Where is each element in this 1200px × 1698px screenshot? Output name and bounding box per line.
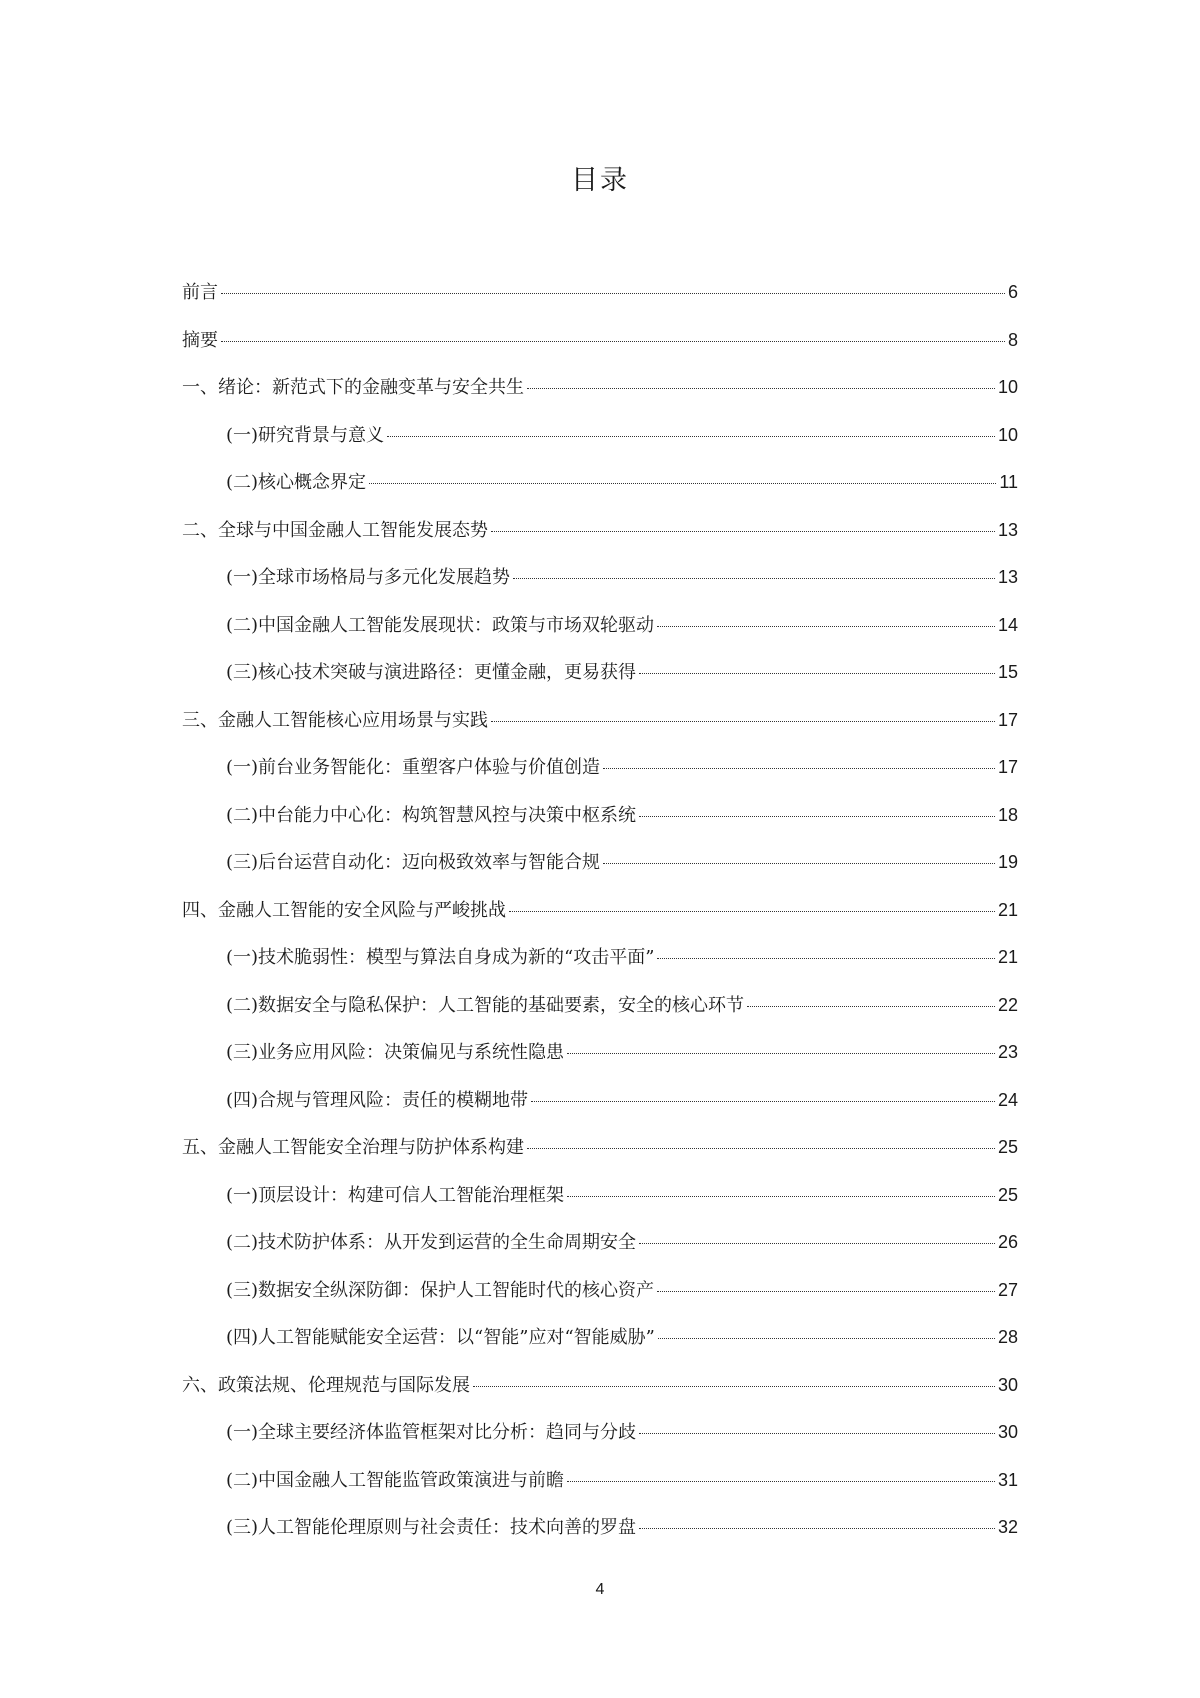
dot-leader — [639, 1243, 995, 1244]
dot-leader — [473, 1386, 995, 1387]
toc-entry[interactable] — [182, 470, 1018, 518]
dot-leader — [527, 388, 995, 389]
toc-entry[interactable] — [182, 1278, 1018, 1326]
toc-entry[interactable] — [182, 375, 1018, 423]
toc-entry-label: (三)核心技术突破与演进路径：更懂金融，更易获得 — [226, 662, 637, 683]
toc-entry[interactable] — [182, 613, 1018, 661]
dot-leader — [387, 436, 995, 437]
dot-leader — [221, 341, 1005, 342]
toc-entry-label: (三)数据安全纵深防御：保护人工智能时代的核心资产 — [226, 1279, 655, 1301]
toc-entry-page: 25 — [997, 1137, 1018, 1157]
toc-entry-label: (一)技术脆弱性：模型与算法自身成为新的“攻击平面” — [226, 947, 655, 968]
toc-entry-label: 五、金融人工智能安全治理与防护体系构建 — [182, 1137, 524, 1158]
toc-entry[interactable] — [182, 1040, 1018, 1088]
toc-entry-page: 31 — [997, 1469, 1018, 1490]
dot-leader — [747, 1006, 995, 1007]
toc-entry-page: 17 — [997, 709, 1018, 730]
toc-entry-page: 30 — [997, 1374, 1018, 1395]
toc-entry-label: 摘要 — [182, 329, 218, 351]
toc-entry-label: (一)全球主要经济体监管框架对比分析：趋同与分歧 — [226, 1422, 637, 1443]
toc-entry[interactable] — [182, 1325, 1018, 1373]
toc-entry-page: 21 — [997, 899, 1018, 920]
toc-entry-label: (一)前台业务智能化：重塑客户体验与价值创造 — [226, 757, 601, 778]
dot-leader — [221, 293, 1005, 294]
toc-entry-page: 14 — [997, 614, 1018, 635]
dot-leader — [527, 1148, 995, 1149]
toc-entry-label: 三、金融人工智能核心应用场景与实践 — [182, 709, 488, 731]
toc-entry-label: (三)后台运营自动化：迈向极致效率与智能合规 — [226, 852, 601, 873]
toc-entry-page: 17 — [997, 757, 1018, 777]
dot-leader — [491, 531, 995, 532]
toc-entry[interactable] — [182, 565, 1018, 613]
toc-entry-page: 27 — [997, 1279, 1018, 1300]
toc-entry[interactable] — [182, 708, 1018, 756]
toc-entry[interactable] — [182, 1230, 1018, 1278]
toc-entry-page: 6 — [1007, 282, 1018, 302]
dot-leader — [369, 483, 996, 484]
toc-entry-label: (一)全球市场格局与多元化发展趋势 — [226, 567, 511, 588]
dot-leader — [513, 578, 995, 579]
toc-entry-page: 25 — [997, 1184, 1018, 1205]
toc-entry-label: (三)人工智能伦理原则与社会责任：技术向善的罗盘 — [226, 1517, 637, 1538]
page-number: 4 — [595, 1581, 605, 1598]
toc-entry-page: 10 — [997, 424, 1018, 445]
toc-entry[interactable] — [182, 1135, 1018, 1183]
toc-entry[interactable] — [182, 850, 1018, 898]
toc-entry[interactable] — [182, 993, 1018, 1041]
toc-entry[interactable] — [182, 945, 1018, 993]
toc-entry-label: (一)研究背景与意义 — [226, 424, 385, 446]
toc-entry-page: 26 — [997, 1232, 1018, 1252]
dot-leader — [531, 1101, 995, 1102]
dot-leader — [639, 1528, 995, 1529]
toc-entry-page: 30 — [997, 1422, 1018, 1442]
toc-entry[interactable] — [182, 423, 1018, 471]
toc-entry[interactable] — [182, 803, 1018, 851]
toc-entry[interactable] — [182, 898, 1018, 946]
toc-entry-label: (二)技术防护体系：从开发到运营的全生命周期安全 — [226, 1232, 637, 1253]
page-title: 目录 — [571, 165, 629, 196]
dot-leader — [567, 1196, 995, 1197]
toc-entry-page: 11 — [999, 472, 1018, 492]
toc-entry-label: (三)业务应用风险：决策偏见与系统性隐患 — [226, 1042, 565, 1063]
dot-leader — [603, 768, 995, 769]
toc-entry-page: 24 — [997, 1089, 1018, 1110]
toc-entry-label: (二)核心概念界定 — [226, 472, 367, 493]
toc-entry-page: 13 — [997, 567, 1018, 587]
dot-leader — [657, 1291, 995, 1292]
dot-leader — [657, 958, 995, 959]
toc-entry-page: 19 — [997, 852, 1018, 872]
toc-entry-label: 四、金融人工智能的安全风险与严峻挑战 — [182, 899, 506, 921]
dot-leader — [603, 863, 995, 864]
dot-leader — [567, 1481, 995, 1482]
toc-entry-label: (四)合规与管理风险：责任的模糊地带 — [226, 1089, 529, 1111]
toc-entry-label: 前言 — [182, 282, 218, 303]
toc-entry[interactable] — [182, 280, 1018, 328]
toc-entry-label: 一、绪论：新范式下的金融变革与安全共生 — [182, 377, 524, 398]
toc-entry-page: 32 — [997, 1517, 1018, 1537]
toc-entry-page: 18 — [997, 804, 1018, 825]
toc-entry[interactable] — [182, 1373, 1018, 1421]
dot-leader — [639, 1433, 995, 1434]
toc-entry[interactable] — [182, 755, 1018, 803]
dot-leader — [491, 721, 995, 722]
dot-leader — [567, 1053, 995, 1054]
toc-entry-page: 22 — [997, 994, 1018, 1015]
toc-entry-label: (二)中国金融人工智能监管政策演进与前瞻 — [226, 1469, 565, 1491]
toc-entry-label: (一)顶层设计：构建可信人工智能治理框架 — [226, 1184, 565, 1206]
toc-entry-page: 28 — [997, 1327, 1018, 1347]
toc-entry-label: 六、政策法规、伦理规范与国际发展 — [182, 1374, 470, 1396]
dot-leader — [639, 816, 995, 817]
toc-entry-label: (二)数据安全与隐私保护：人工智能的基础要素，安全的核心环节 — [226, 994, 745, 1016]
toc-entry-page: 15 — [997, 662, 1018, 682]
toc-entry-page: 23 — [997, 1042, 1018, 1062]
toc-entry[interactable] — [182, 1088, 1018, 1136]
toc-entry-page: 13 — [997, 519, 1018, 540]
toc-entry[interactable] — [182, 1420, 1018, 1468]
toc-entry-label: (二)中台能力中心化：构筑智慧风控与决策中枢系统 — [226, 804, 637, 826]
toc-entry[interactable] — [182, 328, 1018, 376]
toc-entry[interactable] — [182, 660, 1018, 708]
toc-entry[interactable] — [182, 1515, 1018, 1563]
toc-entry-page: 10 — [997, 377, 1018, 397]
toc-entry[interactable] — [182, 518, 1018, 566]
toc-entry-page: 8 — [1007, 329, 1018, 350]
toc-entry[interactable] — [182, 1468, 1018, 1516]
dot-leader — [509, 911, 995, 912]
dot-leader — [658, 1338, 995, 1339]
table-of-contents — [182, 280, 1018, 1563]
dot-leader — [657, 626, 995, 627]
dot-leader — [639, 673, 995, 674]
toc-entry-page: 21 — [997, 947, 1018, 967]
toc-entry-label: 二、全球与中国金融人工智能发展态势 — [182, 519, 488, 541]
toc-entry[interactable] — [182, 1183, 1018, 1231]
toc-entry-label: (四)人工智能赋能安全运营：以“智能”应对“智能威胁” — [226, 1327, 655, 1348]
toc-entry-label: (二)中国金融人工智能发展现状：政策与市场双轮驱动 — [226, 614, 655, 636]
